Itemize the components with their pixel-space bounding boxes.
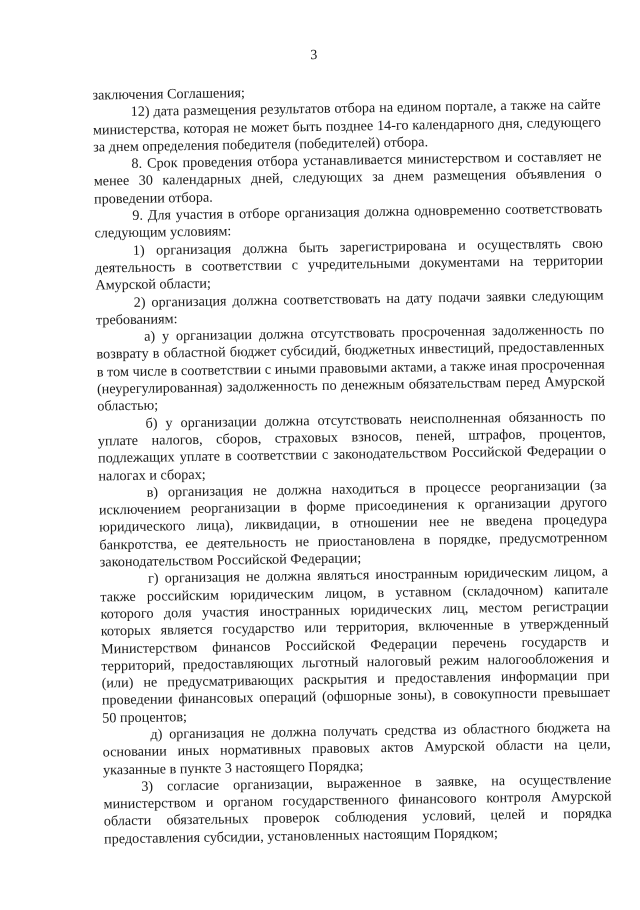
- paragraph-requirement-v: в) организация не должна находиться в процессе реорганизации (за исключением реорганизации в форме присоединения к организации другого юридического лица), ликвидации, в отношении нее не введена процедура банкротства, ее деятельность не приостановлена в порядке, предусмотренном законодательством Российской Федерации;: [98, 477, 608, 571]
- paragraph-requirement-d: д) организация не должна получать средства из областного бюджета на основании иных нормативных правовых актов Амурской области на цели, указанные в пункте 3 настоящего Порядка;: [102, 719, 611, 779]
- paragraph-requirement-a: а) у организации должна отсутствовать просроченная задолженность по возврату в областной бюджет субсидий, бюджетных инвестиций, предоставленных в том числе в соответствии с иными правовыми актами, а также иная просроченная (неурегулированная) задолженность по денежным обязательствам перед Амурской областью;: [96, 321, 606, 415]
- paragraph-requirement-b: б) у организации должна отсутствовать неисполненная обязанность по уплате налогов, сборов, страховых взносов, пеней, штрафов, процентов, подлежащих уплате в соответствии с законодательством Российской Федерации о налогах и сборах;: [97, 408, 607, 485]
- page-number: 3: [310, 47, 318, 64]
- paragraph-clause-9: 9. Для участия в отборе организация должна одновременно соответствовать следующим условиям:: [94, 200, 603, 242]
- paragraph-condition-2: 2) организация должна соответствовать на дату подачи заявки следующим требованиям:: [95, 287, 604, 329]
- document-body: [92, 80, 612, 849]
- paragraph-clause-8: 8. Срок проведения отбора устанавливается министерством и составляет не менее 30 календарных дней, следующих за днем размещения объявления о проведении отбора.: [93, 148, 602, 208]
- paragraph-intro: заключения Соглашения;: [92, 85, 246, 104]
- paragraph-requirement-g: г) организация не должна являться иностранным юридическим лицом, а также российским юридическим лицом, в уставном (складочном) капитале которого доля участия иностранных юридических лиц, местом регистрации которых является государство или территория, включенные в утвержденный Министерством финансов Российской Федерации перечень государств и территорий, предоставляющих льготный налоговый режим налогообложения и (или) не предусматривающих раскрытия и предоставления информации при проведении финансовых операций (офшорные зоны), в совокупности превышает 50 процентов;: [100, 563, 610, 727]
- paragraph-condition-1: 1) организация должна быть зарегистрирована и осуществлять свою деятельность в соответствии с учредительными документами на территории Амурской области;: [94, 235, 604, 294]
- paragraph-condition-3: 3) согласие организации, выраженное в заявке, на осуществление министерством и органом государственного финансового контроля Амурской области обязательных проверок соблюдения условий, целей и порядка предоставления субсидии, установленных настоящим Порядком;: [103, 771, 612, 848]
- paragraph-item-12: 12) дата размещения результатов отбора на едином портале, а также на сайте министерства, которая не может быть позднее 14-го календарного дня, следующего за днем определения победителя (победителей) отбора.: [92, 96, 602, 156]
